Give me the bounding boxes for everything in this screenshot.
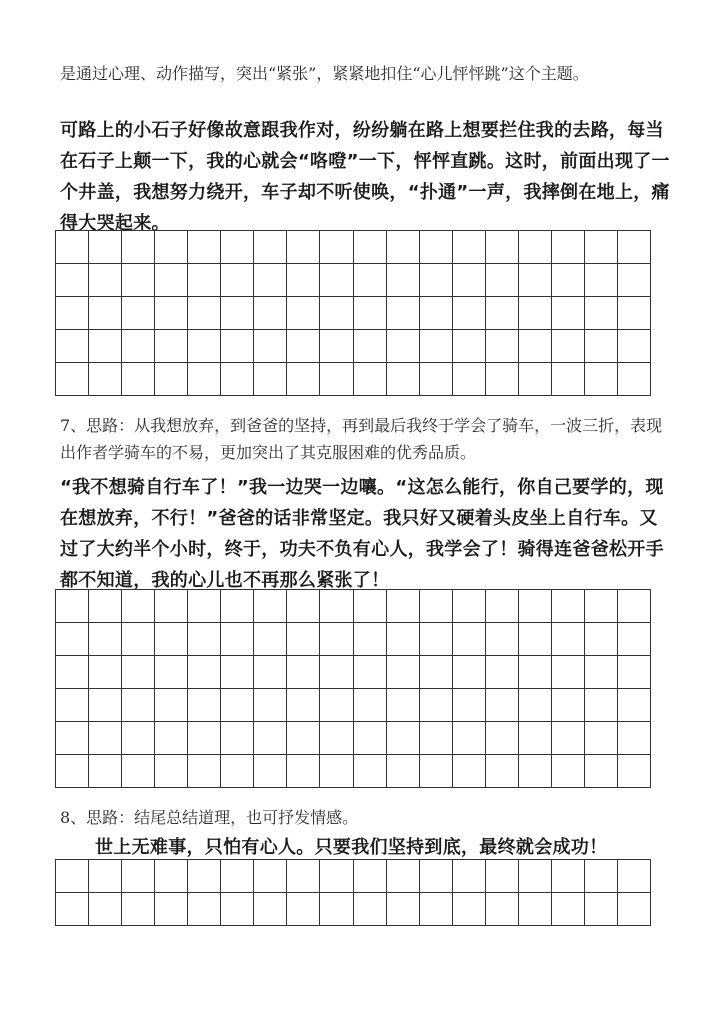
section7-note: 7、思路：从我想放弃，到爸爸的坚持，再到最后我终于学会了骑车，一波三折，表现出作者学骑车的不易，更加突出了其克服困难的优秀品质。: [60, 416, 663, 462]
grid-cell: [122, 656, 155, 689]
grid-cell: [188, 722, 221, 755]
grid-cell: [320, 264, 353, 297]
grid-cell: [254, 689, 287, 722]
grid-cell: [618, 231, 651, 264]
grid-cell: [287, 363, 320, 396]
grid-cell: [486, 755, 519, 788]
grid-cell: [221, 590, 254, 623]
grid-cell: [519, 231, 552, 264]
grid-cell: [122, 264, 155, 297]
grid-cell: [155, 297, 188, 330]
grid-cell: [354, 893, 387, 926]
grid-cell: [287, 893, 320, 926]
grid-cell: [453, 689, 486, 722]
grid-cell: [387, 860, 420, 893]
grid-cell: [552, 893, 585, 926]
grid-cell: [155, 755, 188, 788]
grid-cell: [122, 893, 155, 926]
grid-cell: [254, 330, 287, 363]
grid-cell: [122, 231, 155, 264]
grid-cell: [254, 297, 287, 330]
grid-cell: [188, 755, 221, 788]
grid-cell: [287, 755, 320, 788]
grid-cell: [453, 264, 486, 297]
grid-cell: [56, 297, 89, 330]
grid-cell: [320, 755, 353, 788]
grid-cell: [56, 860, 89, 893]
writing-grid-8: [55, 859, 651, 926]
grid-cell: [453, 893, 486, 926]
grid-cell: [320, 689, 353, 722]
grid-cell: [420, 623, 453, 656]
grid-cell: [453, 590, 486, 623]
grid-cell: [618, 330, 651, 363]
grid-cell: [618, 363, 651, 396]
grid-cell: [155, 231, 188, 264]
grid-cell: [420, 722, 453, 755]
grid-cell: [618, 297, 651, 330]
grid-cell: [486, 590, 519, 623]
grid-cell: [89, 264, 122, 297]
grid-cell: [552, 755, 585, 788]
grid-cell: [552, 860, 585, 893]
grid-cell: [155, 363, 188, 396]
grid-cell: [519, 722, 552, 755]
grid-cell: [221, 656, 254, 689]
grid-cell: [188, 363, 221, 396]
grid-cell: [486, 297, 519, 330]
grid-cell: [618, 689, 651, 722]
grid-cell: [56, 722, 89, 755]
grid-cell: [519, 656, 552, 689]
grid-cell: [453, 722, 486, 755]
grid-cell: [320, 623, 353, 656]
grid-cell: [320, 330, 353, 363]
grid-cell: [155, 623, 188, 656]
grid-cell: [188, 656, 221, 689]
grid-cell: [585, 330, 618, 363]
grid-cell: [221, 860, 254, 893]
grid-cell: [519, 590, 552, 623]
grid-cell: [420, 755, 453, 788]
grid-cell: [354, 590, 387, 623]
grid-cell: [89, 689, 122, 722]
grid-cell: [354, 656, 387, 689]
grid-cell: [420, 860, 453, 893]
grid-cell: [122, 363, 155, 396]
grid-cell: [287, 860, 320, 893]
grid-cell: [453, 656, 486, 689]
grid-cell: [287, 656, 320, 689]
grid-cell: [519, 297, 552, 330]
grid-cell: [221, 722, 254, 755]
grid-cell: [56, 264, 89, 297]
section7-paragraph: “我不想骑自行车了！”我一边哭一边嚷。“这怎么能行，你自己要学的，现在想放弃，不行！”爸爸的话非常坚定。我只好又硬着头皮坐上自行车。又过了大约半个小时，终于，功夫不负有心人，我学会了！骑得连爸爸松开手都不知道，我的心儿也不再那么紧张了！: [60, 477, 664, 591]
grid-cell: [320, 590, 353, 623]
grid-cell: [453, 755, 486, 788]
grid-cell: [254, 590, 287, 623]
grid-cell: [56, 231, 89, 264]
grid-cell: [618, 755, 651, 788]
grid-cell: [354, 623, 387, 656]
grid-cell: [122, 330, 155, 363]
grid-cell: [254, 860, 287, 893]
grid-cell: [453, 330, 486, 363]
grid-cell: [387, 893, 420, 926]
grid-cell: [56, 363, 89, 396]
grid-cell: [486, 722, 519, 755]
grid-cell: [585, 755, 618, 788]
grid-cell: [552, 363, 585, 396]
grid-cell: [122, 623, 155, 656]
grid-cell: [387, 755, 420, 788]
grid-cell: [89, 860, 122, 893]
grid-cell: [486, 656, 519, 689]
grid-cell: [618, 860, 651, 893]
grid-cell: [287, 722, 320, 755]
grid-cell: [552, 264, 585, 297]
grid-cell: [585, 363, 618, 396]
grid-cell: [486, 330, 519, 363]
grid-cell: [188, 264, 221, 297]
grid-cell: [585, 656, 618, 689]
grid-cell: [420, 297, 453, 330]
grid-cell: [155, 860, 188, 893]
grid-cell: [155, 590, 188, 623]
grid-cell: [552, 297, 585, 330]
grid-cell: [188, 231, 221, 264]
grid-cell: [387, 297, 420, 330]
section8-note: 8、思路：结尾总结道理，也可抒发情感。: [60, 808, 359, 827]
grid-cell: [254, 722, 287, 755]
grid-cell: [354, 755, 387, 788]
grid-cell: [585, 689, 618, 722]
grid-cell: [287, 689, 320, 722]
grid-cell: [188, 590, 221, 623]
grid-cell: [89, 297, 122, 330]
grid-cell: [221, 330, 254, 363]
grid-cell: [387, 363, 420, 396]
grid-cell: [287, 297, 320, 330]
grid-cell: [618, 264, 651, 297]
grid-cell: [221, 623, 254, 656]
grid-cell: [354, 722, 387, 755]
grid-cell: [188, 689, 221, 722]
grid-cell: [221, 689, 254, 722]
grid-cell: [254, 363, 287, 396]
grid-cell: [387, 231, 420, 264]
grid-cell: [155, 893, 188, 926]
grid-cell: [221, 231, 254, 264]
grid-cell: [453, 860, 486, 893]
grid-cell: [155, 264, 188, 297]
grid-cell: [56, 656, 89, 689]
grid-cell: [287, 264, 320, 297]
grid-cell: [56, 689, 89, 722]
grid-cell: [519, 363, 552, 396]
grid-cell: [354, 264, 387, 297]
grid-cell: [618, 590, 651, 623]
grid-cell: [320, 231, 353, 264]
grid-cell: [188, 297, 221, 330]
grid-cell: [287, 231, 320, 264]
grid-cell: [618, 623, 651, 656]
grid-cell: [519, 330, 552, 363]
grid-cell: [519, 689, 552, 722]
grid-cell: [89, 755, 122, 788]
grid-cell: [122, 860, 155, 893]
grid-cell: [89, 656, 122, 689]
grid-cell: [122, 755, 155, 788]
grid-cell: [155, 722, 188, 755]
grid-cell: [56, 755, 89, 788]
grid-cell: [254, 623, 287, 656]
grid-cell: [155, 656, 188, 689]
grid-cell: [552, 689, 585, 722]
grid-cell: [221, 893, 254, 926]
grid-cell: [585, 590, 618, 623]
grid-cell: [221, 297, 254, 330]
grid-cell: [56, 893, 89, 926]
section6-paragraph: 可路上的小石子好像故意跟我作对，纷纷躺在路上想要拦住我的去路，每当在石子上颠一下，我的心就会“咯噔”一下，怦怦直跳。这时，前面出现了一个井盖，我想努力绕开，车子却不听使唤，“扑通”一声，我摔倒在地上，痛得大哭起来。: [60, 120, 670, 234]
grid-cell: [354, 330, 387, 363]
grid-cell: [387, 264, 420, 297]
grid-cell: [552, 722, 585, 755]
grid-cell: [420, 893, 453, 926]
grid-cell: [354, 297, 387, 330]
grid-cell: [122, 722, 155, 755]
grid-cell: [287, 590, 320, 623]
grid-cell: [354, 860, 387, 893]
grid-cell: [221, 363, 254, 396]
grid-cell: [122, 297, 155, 330]
grid-cell: [354, 231, 387, 264]
grid-cell: [320, 893, 353, 926]
grid-cell: [552, 623, 585, 656]
grid-cell: [585, 893, 618, 926]
grid-cell: [89, 623, 122, 656]
writing-grid-6: [55, 230, 651, 396]
grid-cell: [89, 363, 122, 396]
grid-cell: [254, 231, 287, 264]
grid-cell: [552, 656, 585, 689]
grid-cell: [585, 297, 618, 330]
grid-cell: [420, 689, 453, 722]
grid-cell: [221, 755, 254, 788]
grid-cell: [585, 264, 618, 297]
grid-cell: [519, 623, 552, 656]
grid-cell: [320, 297, 353, 330]
grid-cell: [89, 231, 122, 264]
grid-cell: [486, 231, 519, 264]
grid-cell: [519, 893, 552, 926]
grid-cell: [519, 755, 552, 788]
grid-cell: [453, 363, 486, 396]
grid-cell: [122, 689, 155, 722]
grid-cell: [552, 231, 585, 264]
grid-cell: [56, 330, 89, 363]
grid-cell: [188, 893, 221, 926]
grid-cell: [354, 689, 387, 722]
grid-cell: [89, 590, 122, 623]
grid-cell: [387, 722, 420, 755]
grid-cell: [254, 264, 287, 297]
grid-cell: [618, 656, 651, 689]
grid-cell: [56, 590, 89, 623]
grid-cell: [552, 590, 585, 623]
section6-note: 是通过心理、动作描写，突出“紧张”，紧紧地扣住“心儿怦怦跳”这个主题。: [60, 64, 589, 83]
grid-cell: [387, 656, 420, 689]
grid-cell: [420, 363, 453, 396]
grid-cell: [420, 231, 453, 264]
grid-cell: [585, 860, 618, 893]
grid-cell: [188, 623, 221, 656]
grid-cell: [420, 656, 453, 689]
grid-cell: [122, 590, 155, 623]
grid-cell: [254, 893, 287, 926]
grid-cell: [486, 893, 519, 926]
grid-cell: [56, 623, 89, 656]
grid-cell: [188, 860, 221, 893]
grid-cell: [552, 330, 585, 363]
grid-cell: [453, 231, 486, 264]
grid-cell: [287, 623, 320, 656]
grid-cell: [387, 590, 420, 623]
grid-cell: [453, 623, 486, 656]
grid-cell: [320, 722, 353, 755]
grid-cell: [486, 623, 519, 656]
grid-cell: [354, 363, 387, 396]
grid-cell: [155, 689, 188, 722]
grid-cell: [387, 689, 420, 722]
grid-cell: [585, 231, 618, 264]
grid-cell: [519, 264, 552, 297]
grid-cell: [420, 330, 453, 363]
grid-cell: [89, 893, 122, 926]
grid-cell: [320, 656, 353, 689]
grid-cell: [221, 264, 254, 297]
grid-cell: [320, 860, 353, 893]
grid-cell: [486, 689, 519, 722]
grid-cell: [420, 590, 453, 623]
grid-cell: [188, 330, 221, 363]
grid-cell: [618, 722, 651, 755]
grid-cell: [254, 755, 287, 788]
grid-cell: [254, 656, 287, 689]
grid-cell: [320, 363, 353, 396]
writing-grid-7: [55, 589, 651, 788]
grid-cell: [420, 264, 453, 297]
grid-cell: [585, 722, 618, 755]
grid-cell: [387, 330, 420, 363]
grid-cell: [89, 330, 122, 363]
section8-paragraph: 世上无难事，只怕有心人。只要我们坚持到底，最终就会成功！: [95, 837, 608, 858]
grid-cell: [585, 623, 618, 656]
grid-cell: [387, 623, 420, 656]
grid-cell: [486, 363, 519, 396]
grid-cell: [519, 860, 552, 893]
grid-cell: [155, 330, 188, 363]
grid-cell: [618, 893, 651, 926]
grid-cell: [486, 264, 519, 297]
grid-cell: [453, 297, 486, 330]
grid-cell: [287, 330, 320, 363]
grid-cell: [89, 722, 122, 755]
grid-cell: [486, 860, 519, 893]
